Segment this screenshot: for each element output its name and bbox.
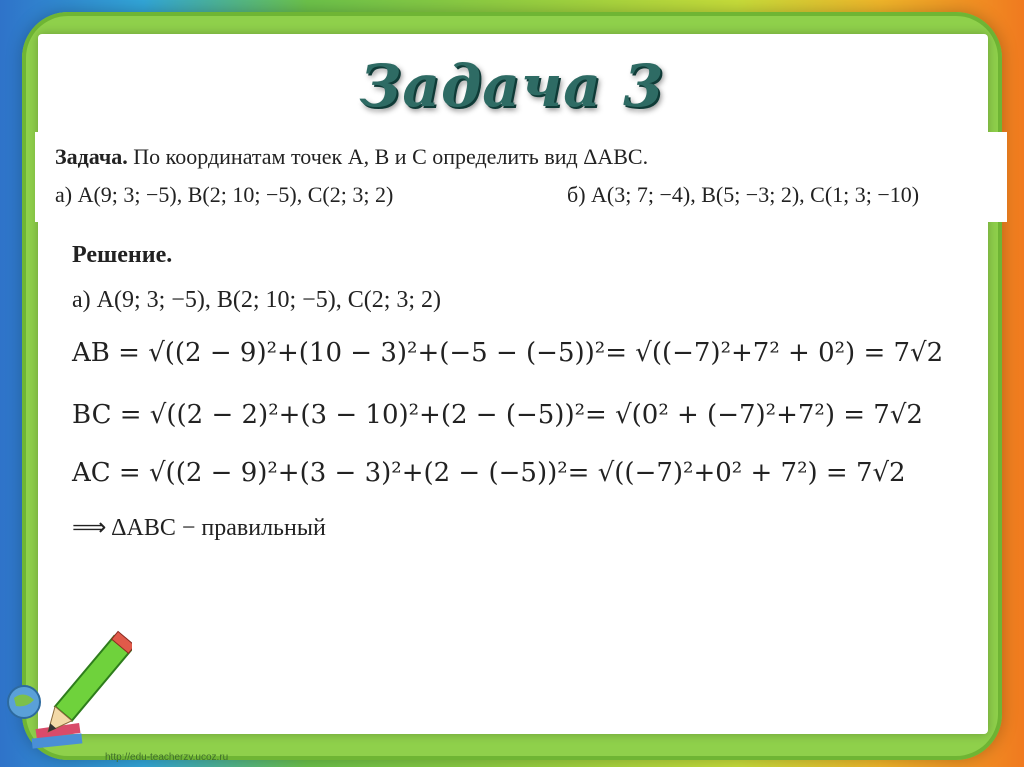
task-box [35, 132, 1007, 222]
conclusion: ⟹ ΔABC − правильный [72, 515, 326, 541]
task-part-b: б) A(3; 7; −4), B(5; −3; 2), C(1; 3; −10) [567, 182, 920, 207]
solution-heading: Решение. [72, 242, 173, 268]
equation-ac: AC = √((2 − 9)²+(3 − 3)²+(2 − (−5))²= √((−7)²+0² + 7²) = 7√2 [72, 458, 906, 488]
task-label: Задача. [55, 144, 128, 169]
task-statement [55, 144, 648, 170]
equation-bc: BC = √((2 − 2)²+(3 − 10)²+(2 − (−5))²= √(0² + (−7)²+7²) = 7√2 [72, 400, 923, 430]
task-part-a: а) A(9; 3; −5), B(2; 10; −5), C(2; 3; 2) [55, 182, 394, 207]
task-text: По координатам точек A, B и C определить вид ΔABC. [133, 144, 649, 169]
slide-title: Задача 3 [359, 52, 665, 120]
solution-part-a: а) A(9; 3; −5), B(2; 10; −5), C(2; 3; 2) [72, 287, 442, 313]
equation-ab: AB = √((2 − 9)²+(10 − 3)²+(−5 − (−5))²= √((−7)²+7² + 0²) = 7√2 [72, 338, 944, 368]
footer-url: http://edu-teacherzv.ucoz.ru [105, 752, 229, 763]
pencil-icon [2, 630, 132, 760]
